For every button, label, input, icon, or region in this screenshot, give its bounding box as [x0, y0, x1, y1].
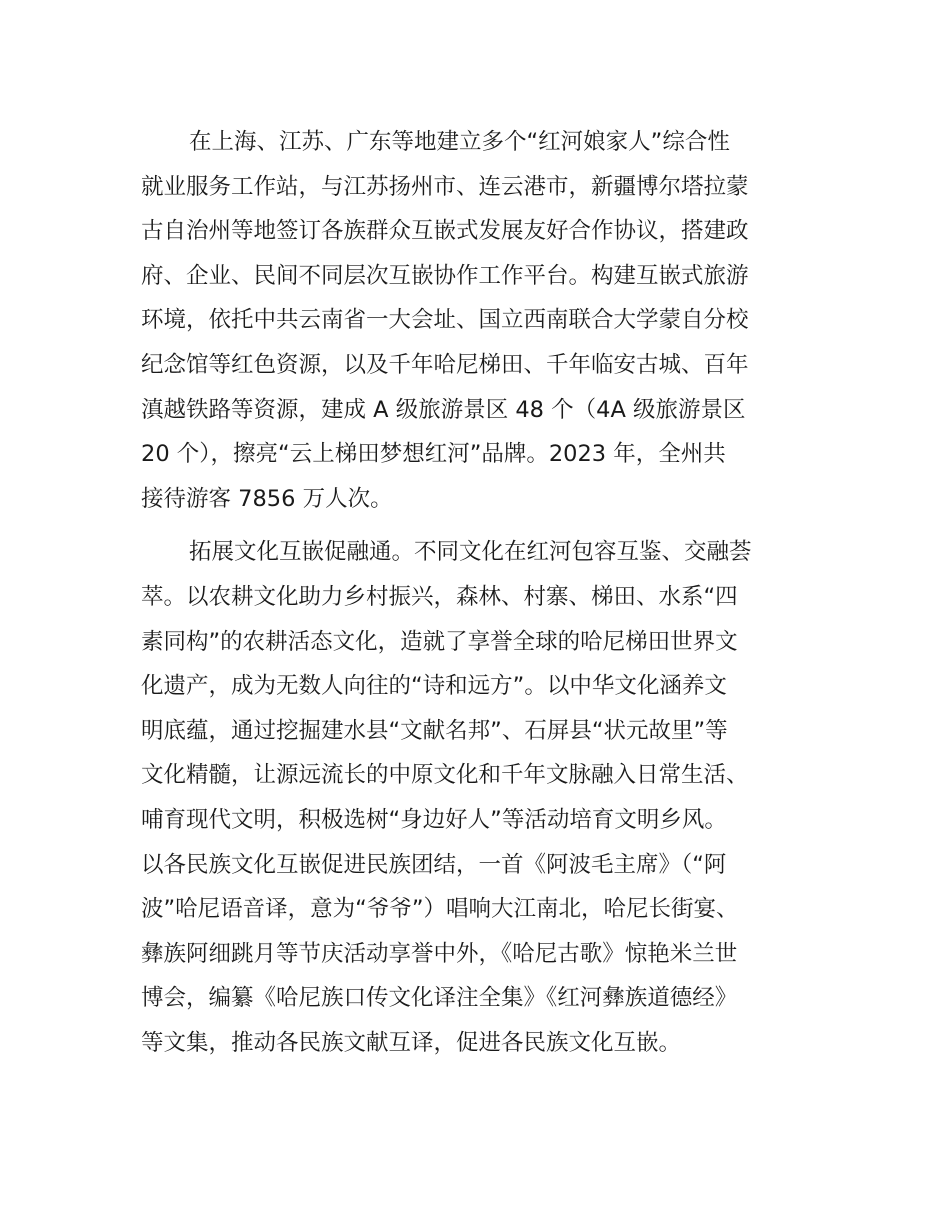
paragraph-line: 彝族阿细跳月等节庆活动享誉中外，《哈尼古歌》惊艳米兰世	[141, 940, 738, 967]
paragraph-line: 萃。以农耕文化助力乡村振兴，森林、村寨、梯田、水系“四	[141, 583, 738, 610]
paragraph-line: 博会，编纂《哈尼族口传文化译注全集》《红河彝族道德经》	[141, 985, 738, 1012]
paragraph-line: 拓展文化互嵌促融通。不同文化在红河包容互鉴、交融荟	[189, 539, 752, 566]
paragraph-line: 在上海、江苏、广东等地建立多个“红河娘家人”综合性	[189, 129, 730, 155]
paragraph-line: 环境，依托中共云南省一大会址、国立西南联合大学蒙自分校	[141, 307, 749, 334]
paragraph-line: 等文集，推动各民族文献互译，促进各民族文化互嵌。	[141, 1029, 682, 1056]
paragraph-line: 化遗产，成为无数人向往的“诗和远方”。以中华文化涵养文	[141, 673, 727, 700]
paragraph-line: 以各民族文化互嵌促进民族团结，一首《阿波毛主席》（“阿	[141, 851, 727, 878]
body-text	[141, 120, 811, 1065]
paragraph-line: 文化精髓，让源远流长的中原文化和千年文脉融入日常生活、	[141, 762, 749, 789]
paragraph-line: 素同构”的农耕活态文化，造就了享誉全球的哈尼梯田世界文	[141, 628, 738, 655]
paragraph-line: 接待游客 7856 万人次。	[141, 485, 393, 512]
paragraph-tourism	[141, 120, 811, 521]
paragraph-spacer	[141, 521, 811, 530]
paragraph-line: 20 个），擦亮“云上梯田梦想红河”品牌。2023 年，全州共	[141, 441, 726, 468]
paragraph-culture	[141, 530, 811, 1065]
paragraph-line: 明底蕴，通过挖掘建水县“文献名邦”、石屏县“状元故里”等	[141, 717, 728, 744]
paragraph-line: 就业服务工作站，与江苏扬州市、连云港市，新疆博尔塔拉蒙	[141, 173, 749, 200]
paragraph-line: 波”哈尼语音译，意为“爷爷”）唱响大江南北，哈尼长街宴、	[141, 896, 739, 923]
paragraph-line: 古自治州等地签订各族群众互嵌式发展友好合作协议，搭建政	[141, 218, 749, 245]
paragraph-line: 滇越铁路等资源，建成 A 级旅游景区 48 个（4A 级旅游景区	[141, 396, 746, 423]
paragraph-line: 府、企业、民间不同层次互嵌协作工作平台。构建互嵌式旅游	[141, 262, 749, 289]
paragraph-line: 纪念馆等红色资源，以及千年哈尼梯田、千年临安古城、百年	[141, 351, 749, 378]
paragraph-line: 哺育现代文明，积极选树“身边好人”等活动培育文明乡风。	[141, 806, 727, 833]
